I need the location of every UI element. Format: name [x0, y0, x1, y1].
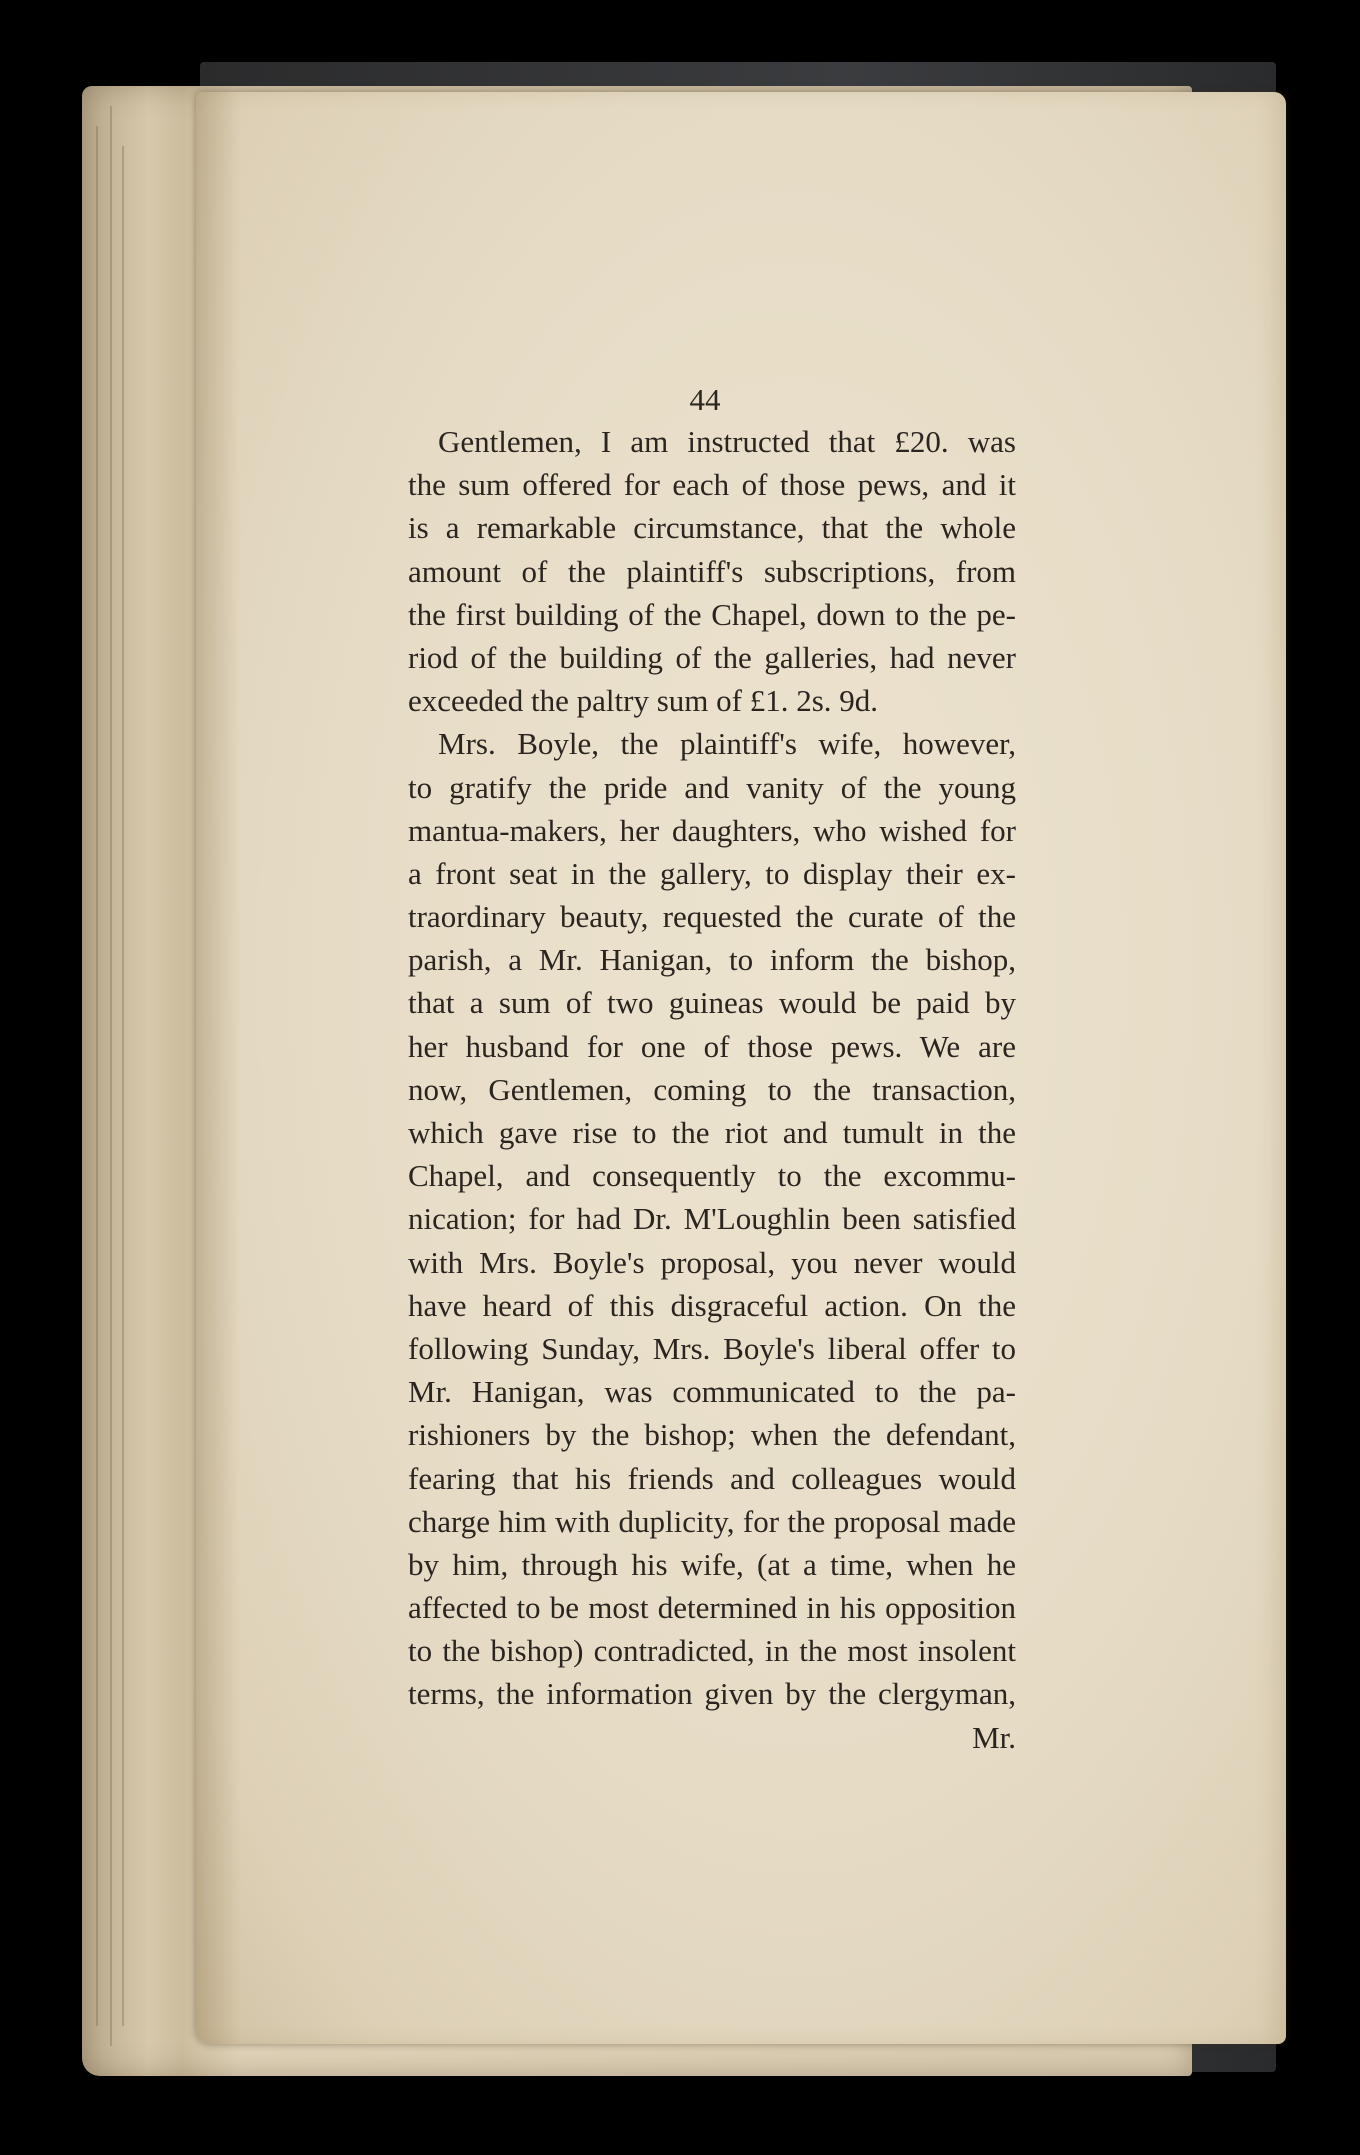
text-line: her husband for one of those pews. We are [408, 1028, 1016, 1064]
text-line: exceeded the paltry sum of £1. 2s. 9d. [408, 683, 879, 719]
edge-line [110, 106, 112, 2046]
text-line: to gratify the pride and vanity of the young [408, 769, 1016, 805]
text-line: rishioners by the bishop; when the defendant, [408, 1417, 1016, 1453]
page-number: 44 [689, 382, 721, 417]
text-line: terms, the information given by the clergyman, [408, 1676, 1016, 1712]
text-line: traordinary beauty, requested the curate of the [408, 899, 1016, 935]
book-page [196, 92, 1286, 2044]
text-line: affected to be most determined in his opposition [408, 1590, 1016, 1626]
text-line: a front seat in the gallery, to display their ex- [408, 855, 1016, 891]
text-line: Mr. Hanigan, was communicated to the pa- [408, 1374, 1016, 1410]
edge-line [122, 146, 124, 2026]
text-line: with Mrs. Boyle's proposal, you never would [408, 1244, 1016, 1280]
text-line: Chapel, and consequently to the excommu- [408, 1158, 1016, 1194]
text-line: mantua-makers, her daughters, who wished for [408, 812, 1016, 848]
text-line: following Sunday, Mrs. Boyle's liberal offer to [408, 1330, 1016, 1366]
text-line: charge him with duplicity, for the proposal made [408, 1503, 1016, 1539]
text-line: now, Gentlemen, coming to the transaction, [408, 1071, 1016, 1107]
text-line: riod of the building of the galleries, had never [408, 639, 1016, 675]
text-line: Gentlemen, I am instructed that £20. was [438, 424, 1016, 459]
text-line: fearing that his friends and colleagues would [408, 1460, 1016, 1496]
text-line: that a sum of two guineas would be paid by [408, 985, 1016, 1021]
body-text [408, 420, 1016, 1759]
text-line: Mrs. Boyle, the plaintiff's wife, however, [438, 726, 1016, 762]
text-line: to the bishop) contradicted, in the most insolent [408, 1633, 1016, 1669]
catchword: Mr. [972, 1719, 1016, 1755]
text-line: have heard of this disgraceful action. On the [408, 1287, 1016, 1323]
text-line: the first building of the Chapel, down to the pe- [408, 596, 1016, 632]
text-line: amount of the plaintiff's subscriptions, from [408, 553, 1016, 589]
text-line: which gave rise to the riot and tumult in the [408, 1115, 1016, 1150]
text-line: by him, through his wife, (at a time, when he [408, 1546, 1016, 1582]
edge-line [96, 126, 98, 2026]
text-line: nication; for had Dr. M'Loughlin been satisfied [408, 1201, 1016, 1237]
text-line: the sum offered for each of those pews, and it [408, 467, 1016, 503]
text-line: is a remarkable circumstance, that the whole [408, 510, 1016, 546]
text-line: parish, a Mr. Hanigan, to inform the bishop, [408, 942, 1016, 978]
